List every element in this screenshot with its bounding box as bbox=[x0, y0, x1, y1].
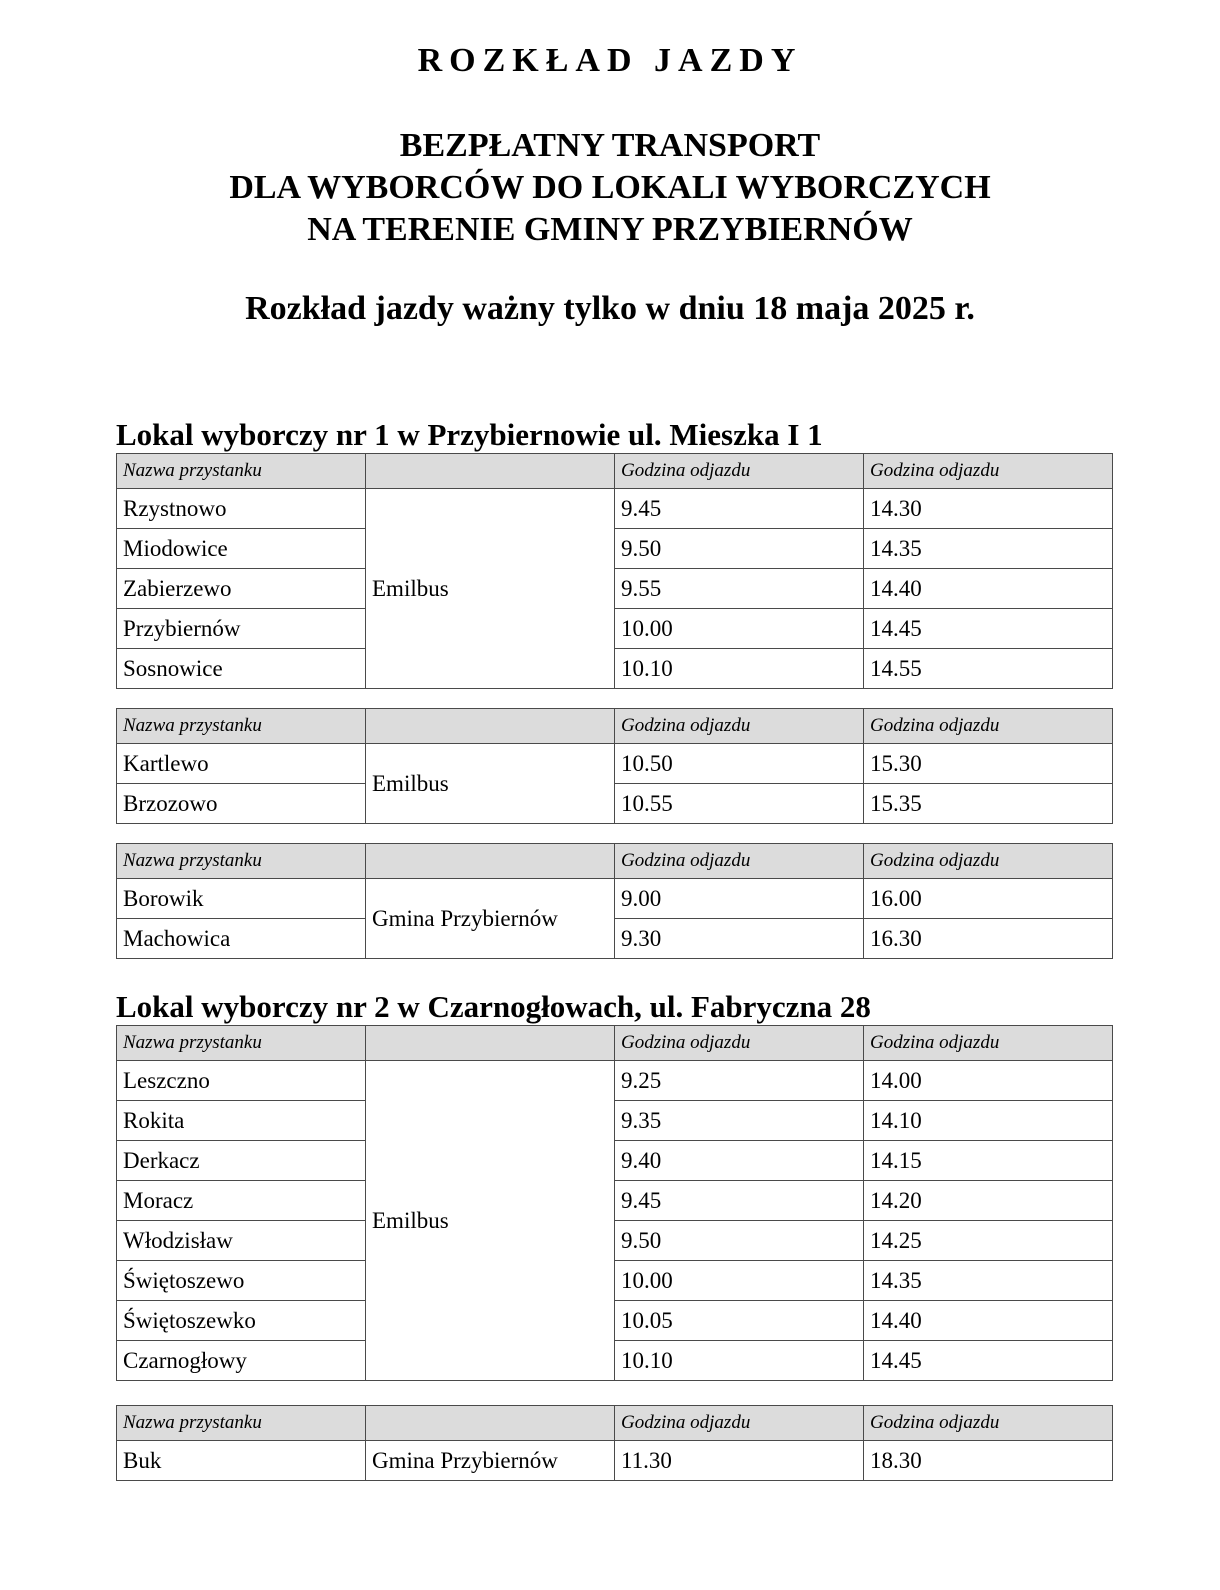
table-row bbox=[117, 1301, 1113, 1341]
departure-time: 14.40 bbox=[864, 1301, 1113, 1341]
departure-time: 14.15 bbox=[864, 1141, 1113, 1181]
departure-time: 14.25 bbox=[864, 1221, 1113, 1261]
departure-time: 16.00 bbox=[864, 879, 1113, 919]
departure-time: 9.50 bbox=[615, 1221, 864, 1261]
stop-name: Rzystnowo bbox=[117, 489, 366, 529]
departure-time: 9.25 bbox=[615, 1061, 864, 1101]
table-row bbox=[117, 1181, 1113, 1221]
stop-name: Świętoszewo bbox=[117, 1261, 366, 1301]
table-header-row bbox=[117, 844, 1113, 879]
header-stop-name: Nazwa przystanku bbox=[117, 709, 366, 744]
timetable-table bbox=[116, 843, 1113, 959]
departure-time: 9.45 bbox=[615, 1181, 864, 1221]
stop-name: Rokita bbox=[117, 1101, 366, 1141]
stop-name: Machowica bbox=[117, 919, 366, 959]
header-departure-time: Godzina odjazdu bbox=[864, 454, 1113, 489]
departure-time: 10.05 bbox=[615, 1301, 864, 1341]
departure-time: 14.45 bbox=[864, 1341, 1113, 1381]
stop-name: Leszczno bbox=[117, 1061, 366, 1101]
table-row bbox=[117, 1141, 1113, 1181]
table-row bbox=[117, 1441, 1113, 1481]
stop-name: Brzozowo bbox=[117, 784, 366, 824]
departure-time: 10.50 bbox=[615, 744, 864, 784]
header-departure-time: Godzina odjazdu bbox=[864, 844, 1113, 879]
table-header-row bbox=[117, 1026, 1113, 1061]
carrier-name: Gmina Przybiernów bbox=[366, 1441, 615, 1481]
departure-time: 14.45 bbox=[864, 609, 1113, 649]
departure-time: 16.30 bbox=[864, 919, 1113, 959]
stop-name: Włodzisław bbox=[117, 1221, 366, 1261]
stop-name: Moracz bbox=[117, 1181, 366, 1221]
header-carrier bbox=[366, 1406, 615, 1441]
table-header-row bbox=[117, 454, 1113, 489]
table-row bbox=[117, 529, 1113, 569]
header-stop-name: Nazwa przystanku bbox=[117, 1026, 366, 1061]
subtitle-line: BEZPŁATNY TRANSPORT bbox=[399, 127, 821, 164]
table-row bbox=[117, 744, 1113, 784]
departure-time: 10.00 bbox=[615, 1261, 864, 1301]
stop-name: Buk bbox=[117, 1441, 366, 1481]
table-header-row bbox=[117, 1406, 1113, 1441]
carrier-name: Emilbus bbox=[366, 1061, 615, 1381]
stop-name: Kartlewo bbox=[117, 744, 366, 784]
departure-time: 9.55 bbox=[615, 569, 864, 609]
table-row bbox=[117, 1341, 1113, 1381]
table-row bbox=[117, 489, 1113, 529]
departure-time: 9.50 bbox=[615, 529, 864, 569]
timetable-table bbox=[116, 1405, 1113, 1481]
validity-note: Rozkład jazdy ważny tylko w dniu 18 maja 2025 r. bbox=[245, 290, 975, 327]
timetable-table bbox=[116, 708, 1113, 824]
header-carrier bbox=[366, 1026, 615, 1061]
timetable-table bbox=[116, 1025, 1113, 1381]
section-heading-polling-station-1: Lokal wyborczy nr 1 w Przybiernowie ul. Mieszka I 1 bbox=[116, 417, 823, 452]
departure-time: 14.30 bbox=[864, 489, 1113, 529]
table-row bbox=[117, 569, 1113, 609]
header-carrier bbox=[366, 709, 615, 744]
table-row bbox=[117, 879, 1113, 919]
header-departure-time: Godzina odjazdu bbox=[864, 1026, 1113, 1061]
departure-time: 9.45 bbox=[615, 489, 864, 529]
header-stop-name: Nazwa przystanku bbox=[117, 844, 366, 879]
table-row bbox=[117, 1061, 1113, 1101]
table-row bbox=[117, 919, 1113, 959]
table-header-row bbox=[117, 709, 1113, 744]
departure-time: 10.10 bbox=[615, 649, 864, 689]
table-row bbox=[117, 784, 1113, 824]
header-departure-time: Godzina odjazdu bbox=[615, 1026, 864, 1061]
header-stop-name: Nazwa przystanku bbox=[117, 1406, 366, 1441]
section-heading-polling-station-2: Lokal wyborczy nr 2 w Czarnogłowach, ul. Fabryczna 28 bbox=[116, 989, 871, 1024]
header-departure-time: Godzina odjazdu bbox=[864, 709, 1113, 744]
departure-time: 18.30 bbox=[864, 1441, 1113, 1481]
departure-time: 10.55 bbox=[615, 784, 864, 824]
header-departure-time: Godzina odjazdu bbox=[615, 454, 864, 489]
departure-time: 14.40 bbox=[864, 569, 1113, 609]
header-carrier bbox=[366, 844, 615, 879]
departure-time: 9.30 bbox=[615, 919, 864, 959]
header-carrier bbox=[366, 454, 615, 489]
stop-name: Sosnowice bbox=[117, 649, 366, 689]
departure-time: 10.10 bbox=[615, 1341, 864, 1381]
page-title: ROZKŁAD JAZDY bbox=[417, 42, 803, 79]
departure-time: 14.35 bbox=[864, 529, 1113, 569]
departure-time: 10.00 bbox=[615, 609, 864, 649]
header-departure-time: Godzina odjazdu bbox=[615, 844, 864, 879]
departure-time: 14.20 bbox=[864, 1181, 1113, 1221]
subtitle-line: NA TERENIE GMINY PRZYBIERNÓW bbox=[307, 211, 913, 248]
stop-name: Derkacz bbox=[117, 1141, 366, 1181]
header-departure-time: Godzina odjazdu bbox=[864, 1406, 1113, 1441]
carrier-name: Gmina Przybiernów bbox=[366, 879, 615, 959]
departure-time: 14.00 bbox=[864, 1061, 1113, 1101]
header-departure-time: Godzina odjazdu bbox=[615, 709, 864, 744]
stop-name: Miodowice bbox=[117, 529, 366, 569]
table-row bbox=[117, 1261, 1113, 1301]
header-stop-name: Nazwa przystanku bbox=[117, 454, 366, 489]
stop-name: Czarnogłowy bbox=[117, 1341, 366, 1381]
subtitle-line: DLA WYBORCÓW DO LOKALI WYBORCZYCH bbox=[229, 169, 991, 206]
subtitle bbox=[0, 125, 1220, 251]
departure-time: 14.35 bbox=[864, 1261, 1113, 1301]
stop-name: Zabierzewo bbox=[117, 569, 366, 609]
departure-time: 9.00 bbox=[615, 879, 864, 919]
departure-time: 15.35 bbox=[864, 784, 1113, 824]
departure-time: 11.30 bbox=[615, 1441, 864, 1481]
departure-time: 9.40 bbox=[615, 1141, 864, 1181]
stop-name: Borowik bbox=[117, 879, 366, 919]
departure-time: 15.30 bbox=[864, 744, 1113, 784]
stop-name: Świętoszewko bbox=[117, 1301, 366, 1341]
table-row bbox=[117, 1101, 1113, 1141]
departure-time: 14.55 bbox=[864, 649, 1113, 689]
table-row bbox=[117, 649, 1113, 689]
departure-time: 14.10 bbox=[864, 1101, 1113, 1141]
table-row bbox=[117, 1221, 1113, 1261]
timetable-table bbox=[116, 453, 1113, 689]
carrier-name: Emilbus bbox=[366, 489, 615, 689]
stop-name: Przybiernów bbox=[117, 609, 366, 649]
departure-time: 9.35 bbox=[615, 1101, 864, 1141]
carrier-name: Emilbus bbox=[366, 744, 615, 824]
header-departure-time: Godzina odjazdu bbox=[615, 1406, 864, 1441]
table-row bbox=[117, 609, 1113, 649]
